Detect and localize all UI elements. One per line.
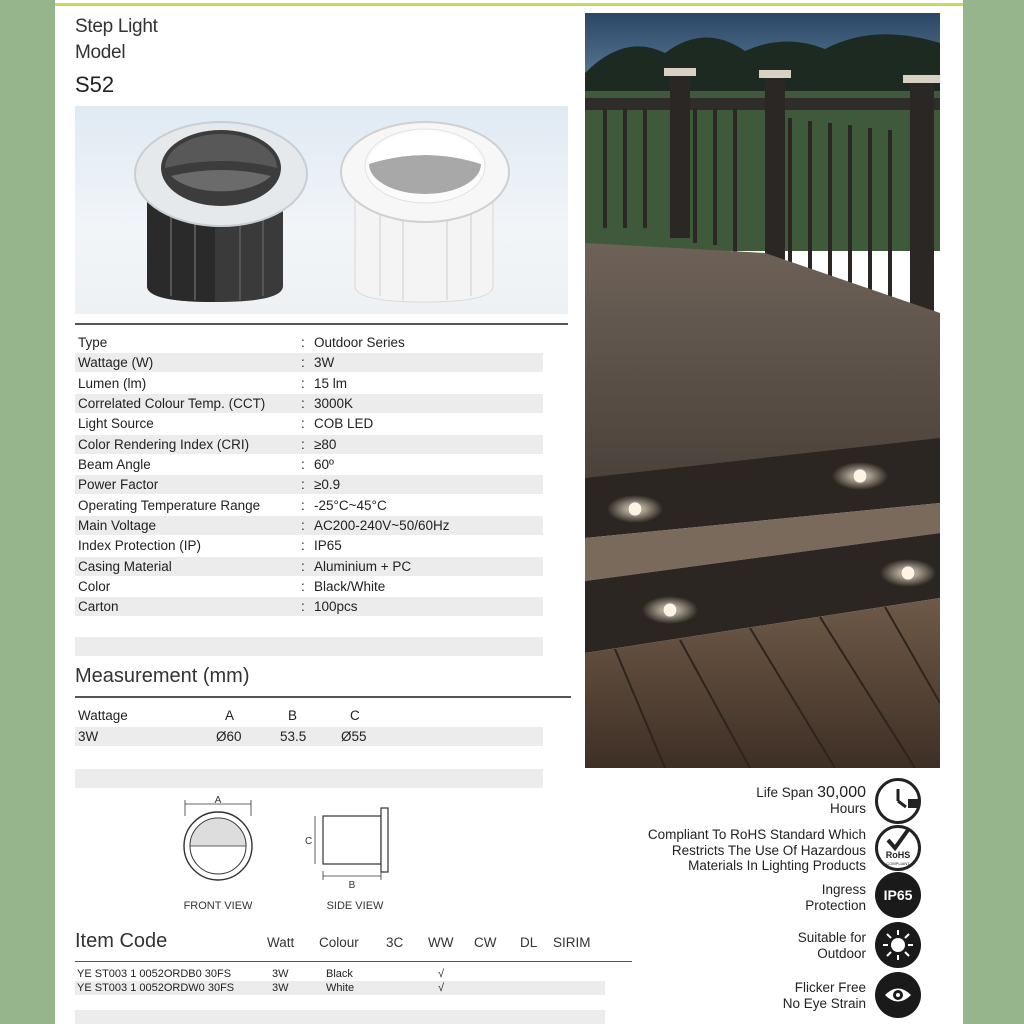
item-code-header-cw: CW [474,935,497,950]
spec-row: Casing Material : Aluminium + PC [75,557,543,576]
model-number: S52 [75,72,115,97]
eye-icon [875,972,921,1018]
side-view-label: SIDE VIEW [326,900,384,912]
measurement-row: 3W Ø60 53.5 Ø55 [75,727,543,746]
top-accent-line [55,3,963,6]
front-view-drawing [184,800,252,880]
ip65-badge: IP65 [875,872,921,918]
item-code-title: Item Code [75,930,168,952]
item-code-row: YE ST003 1 0052ORDW0 30FS 3W White √ [75,981,605,995]
feature-ingress: Ingress Protection [805,882,866,913]
item-code-header-watt: Watt [267,935,295,950]
front-view-label: FRONT VIEW [183,900,253,912]
item-code-header-ww: WW [428,935,454,950]
dim-label-c: C [305,836,313,847]
item-code-row: YE ST003 1 0052ORDB0 30FS 3W Black √ [77,968,445,980]
sun-icon [875,922,921,968]
empty-shaded-row [75,1010,605,1024]
measurement-divider [75,696,571,698]
spec-row: Beam Angle : 60º [78,457,334,472]
product-title: Step Light [75,16,158,37]
white-step-light-image [341,122,509,302]
item-code-header-dl: DL [520,935,538,950]
spec-row: Wattage (W) : 3W [75,353,543,372]
spec-row: Index Protection (IP) : IP65 [78,538,342,553]
black-step-light-image [135,122,307,302]
model-label: Model [75,42,126,63]
item-code-header-colour: Colour [319,935,359,950]
feature-outdoor: Suitable for Outdoor [797,930,866,961]
spec-divider [75,323,568,325]
measurement-header-row: Wattage A B C [78,708,360,723]
spec-row: Lumen (lm) : 15 lm [78,376,348,391]
spec-row: Power Factor : ≥0.9 [75,475,543,494]
spec-row: Color Rendering Index (CRI) : ≥80 [75,435,543,454]
feature-flicker-free: Flicker Free No Eye Strain [782,980,866,1011]
side-view-drawing [315,808,388,880]
item-code-header-3c: 3C [386,935,404,950]
product-image [75,106,568,314]
dim-label-a: A [214,796,222,806]
measurement-title: Measurement (mm) [75,665,250,687]
dim-label-b: B [348,880,356,891]
dimension-diagram [175,796,475,916]
spec-row: Color : Black/White [78,579,386,594]
empty-shaded-row [75,769,543,788]
spec-row: Operating Temperature Range : -25°C~45°C [78,498,387,513]
feature-lifespan: Life Span 30,000 Hours [756,784,866,816]
item-code-divider [75,961,632,962]
spec-row: Carton : 100pcs [75,597,543,616]
spec-row: Correlated Colour Temp. (CCT) : 3000K [75,394,543,413]
feature-rohs: Compliant To RoHS Standard Which Restricts The Use Of Hazardous Materials In Lighting Products [647,827,866,873]
spec-row: Type : Outdoor Series [78,335,405,350]
svg-text:RoHS: RoHS [885,850,911,860]
empty-shaded-row [75,637,543,656]
deck-installation-photo [585,13,940,768]
rohs-check-icon [875,825,921,871]
spec-row: Light Source : COB LED [78,416,374,431]
clock-icon [875,778,921,824]
item-code-header-sirim: SIRIM [553,935,591,950]
svg-text:COMPLIANT: COMPLIANT [886,861,910,866]
spec-sheet-page [55,0,963,1024]
spec-row: Main Voltage : AC200-240V~50/60Hz [75,516,543,535]
